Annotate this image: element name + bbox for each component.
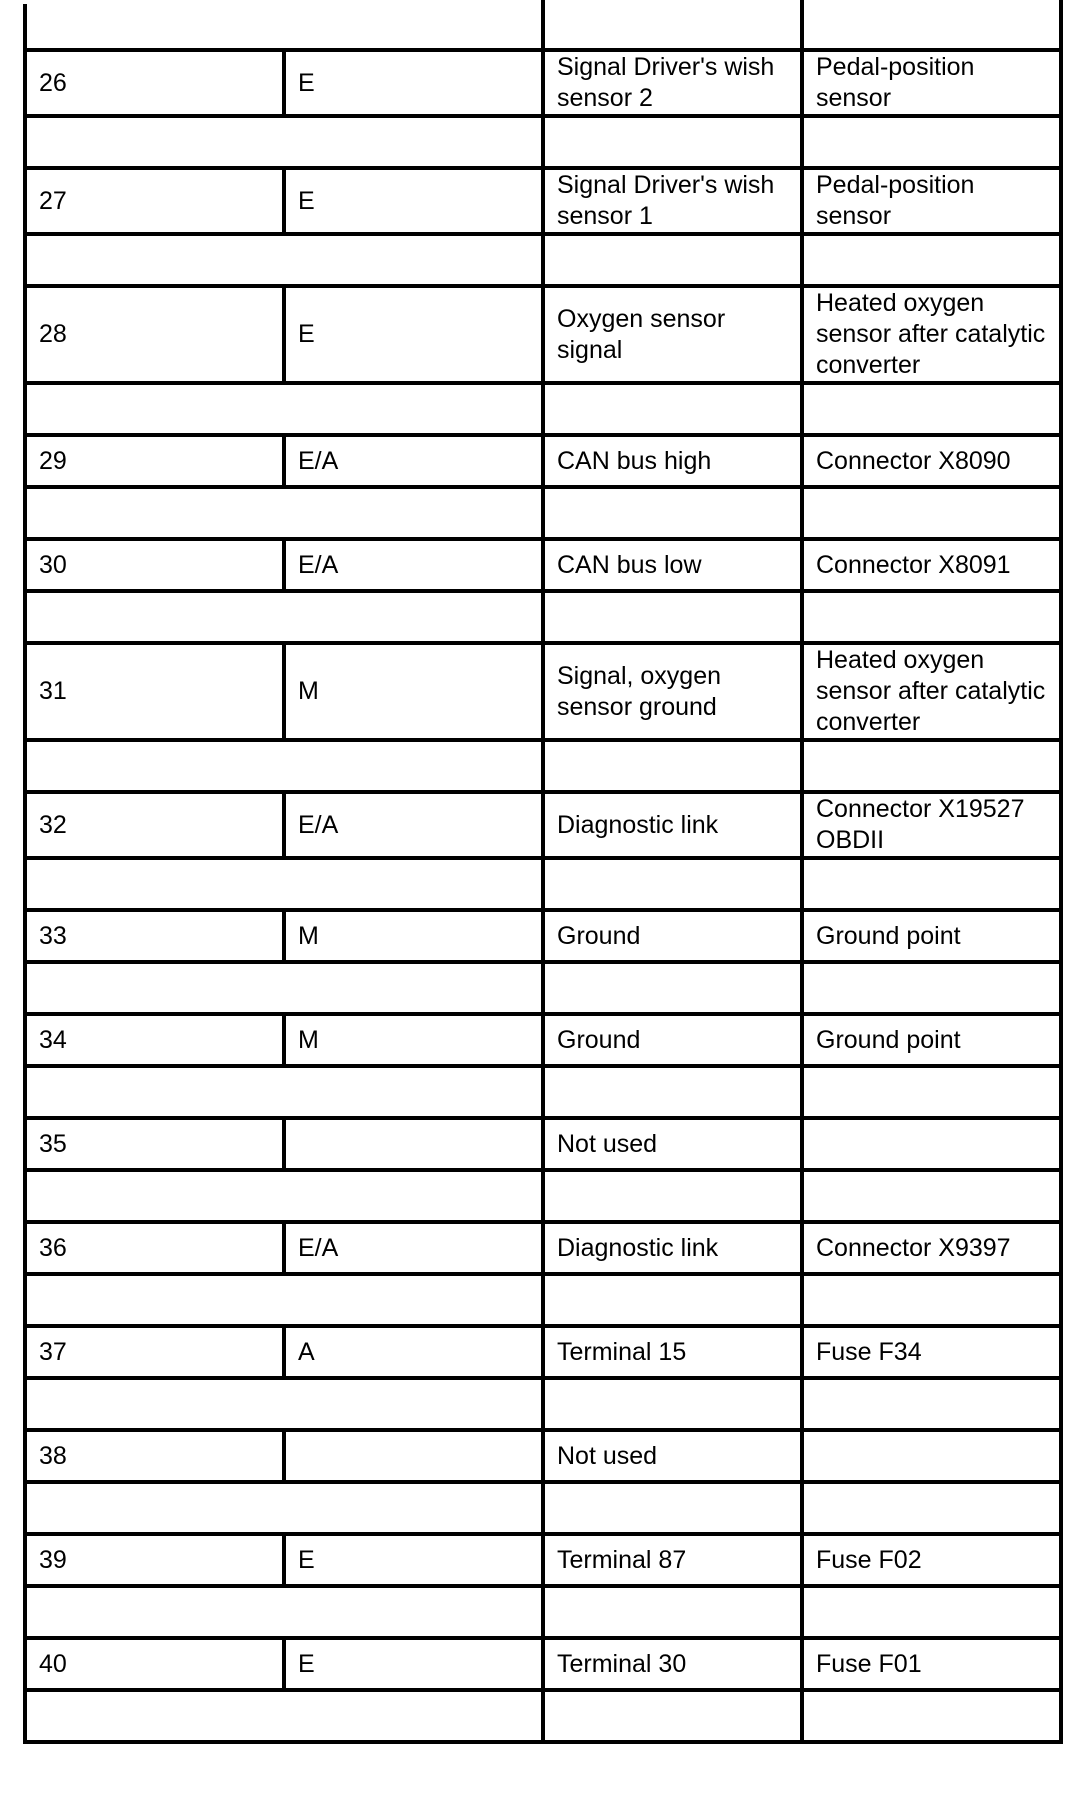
spacer-row [25, 2, 1061, 50]
connection-location: Ground point [802, 1014, 1061, 1066]
connection-location: Connector X8091 [802, 539, 1061, 591]
signal-function: Diagnostic link [543, 1222, 802, 1274]
connection-location: Heated oxygen sensor after catalytic converter [802, 643, 1061, 740]
pin-assignment-table [23, 0, 1063, 1744]
table-row [25, 1430, 1061, 1482]
spacer-row [25, 740, 1061, 792]
table-row [25, 1638, 1061, 1690]
connection-location [802, 1430, 1061, 1482]
signal-function: Ground [543, 1014, 802, 1066]
connection-location: Heated oxygen sensor after catalytic converter [802, 286, 1061, 383]
pin-number: 27 [25, 168, 284, 234]
spacer-row [25, 1482, 1061, 1534]
spacer-row [25, 1586, 1061, 1638]
spacer-row [25, 858, 1061, 910]
connection-location: Pedal-position sensor [802, 168, 1061, 234]
table-row [25, 435, 1061, 487]
connection-location: Ground point [802, 910, 1061, 962]
table-row [25, 1222, 1061, 1274]
signal-type: E [284, 1534, 543, 1586]
signal-type [284, 1430, 543, 1482]
signal-type: E [284, 50, 543, 116]
spacer-row [25, 1170, 1061, 1222]
connection-location: Fuse F02 [802, 1534, 1061, 1586]
signal-function: Diagnostic link [543, 792, 802, 858]
table-row [25, 286, 1061, 383]
signal-type: E/A [284, 539, 543, 591]
pin-number: 30 [25, 539, 284, 591]
signal-function: Ground [543, 910, 802, 962]
table-row [25, 50, 1061, 116]
pin-number: 31 [25, 643, 284, 740]
connection-location: Connector X8090 [802, 435, 1061, 487]
signal-type: E/A [284, 792, 543, 858]
signal-type: M [284, 1014, 543, 1066]
connection-location: Fuse F34 [802, 1326, 1061, 1378]
pin-number: 29 [25, 435, 284, 487]
signal-function: Signal Driver's wish sensor 1 [543, 168, 802, 234]
signal-type: E [284, 1638, 543, 1690]
table-row [25, 910, 1061, 962]
table-row [25, 1534, 1061, 1586]
signal-type [284, 1118, 543, 1170]
spacer-row [25, 1690, 1061, 1742]
signal-type: A [284, 1326, 543, 1378]
pin-number: 32 [25, 792, 284, 858]
table-row [25, 1118, 1061, 1170]
spacer-row [25, 1274, 1061, 1326]
pin-number: 40 [25, 1638, 284, 1690]
pin-number: 34 [25, 1014, 284, 1066]
table-row [25, 1326, 1061, 1378]
pin-number: 28 [25, 286, 284, 383]
signal-function: CAN bus high [543, 435, 802, 487]
table-row [25, 539, 1061, 591]
pin-number: 35 [25, 1118, 284, 1170]
spacer-row [25, 962, 1061, 1014]
signal-type: M [284, 910, 543, 962]
connection-location: Pedal-position sensor [802, 50, 1061, 116]
pin-number: 26 [25, 50, 284, 116]
signal-function: Oxygen sensor signal [543, 286, 802, 383]
signal-type: E/A [284, 1222, 543, 1274]
connection-location [802, 1118, 1061, 1170]
signal-function: Terminal 87 [543, 1534, 802, 1586]
table-row [25, 643, 1061, 740]
signal-type: M [284, 643, 543, 740]
table-row [25, 792, 1061, 858]
spacer-row [25, 1378, 1061, 1430]
pin-number: 37 [25, 1326, 284, 1378]
connection-location: Connector X9397 [802, 1222, 1061, 1274]
spacer-row [25, 234, 1061, 286]
signal-function: CAN bus low [543, 539, 802, 591]
signal-type: E/A [284, 435, 543, 487]
signal-function: Terminal 15 [543, 1326, 802, 1378]
pin-number: 36 [25, 1222, 284, 1274]
table-row [25, 1014, 1061, 1066]
connection-location: Connector X19527 OBDII [802, 792, 1061, 858]
pin-number: 39 [25, 1534, 284, 1586]
signal-type: E [284, 168, 543, 234]
signal-type: E [284, 286, 543, 383]
signal-function: Signal, oxygen sensor ground [543, 643, 802, 740]
spacer-row [25, 1066, 1061, 1118]
signal-function: Not used [543, 1118, 802, 1170]
signal-function: Not used [543, 1430, 802, 1482]
table-row [25, 168, 1061, 234]
spacer-row [25, 116, 1061, 168]
spacer-row [25, 487, 1061, 539]
signal-function: Signal Driver's wish sensor 2 [543, 50, 802, 116]
connection-location: Fuse F01 [802, 1638, 1061, 1690]
signal-function: Terminal 30 [543, 1638, 802, 1690]
spacer-row [25, 591, 1061, 643]
pin-number: 38 [25, 1430, 284, 1482]
pin-number: 33 [25, 910, 284, 962]
spacer-row [25, 383, 1061, 435]
